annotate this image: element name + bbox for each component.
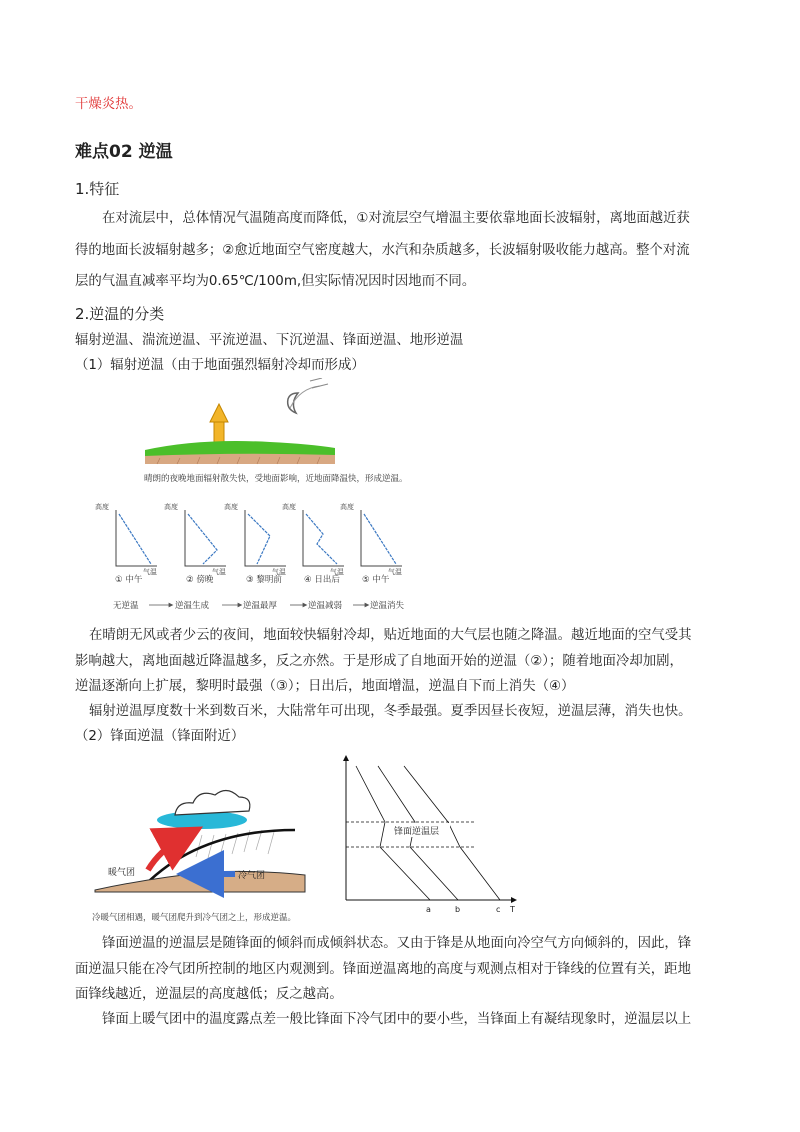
flow-stage-1: 无逆温 (113, 601, 139, 611)
features-line-1: 在对流层中，总体情况气温随高度而降低，①对流层空气增温主要依靠地面长波辐射，离地面越近获 (102, 211, 690, 226)
radiation-caption: 晴朗的夜晚地面辐射散失快，受地面影响，近地面降温快，形成逆温。 (144, 474, 408, 484)
radiation-illustration (140, 378, 350, 468)
panel-evening (185, 510, 226, 566)
cold-air-label: 冷气团 (238, 871, 266, 881)
panel-label-4: ④ 日出后 (304, 575, 340, 585)
intro-line: 干燥炎热。 (75, 97, 142, 112)
axis-height-label: 高度 (224, 503, 238, 511)
radiation-para-line-3: 逆温逐渐向上扩展，黎明时最强（③）；日出后，地面增温，逆温自下而上消失（④） (75, 679, 575, 694)
frontal-illustration (90, 760, 320, 910)
frontal-para-line-2: 面逆温只能在冷气团所控制的地区内观测到。锋面逆温离地的高度与观测点相对于锋线的位置有关，距地 (75, 962, 691, 977)
frontal-caption: 冷暖气团相遇，暖气团爬升到冷气团之上，形成逆温。 (92, 913, 297, 923)
heading-features: 1.特征 (75, 180, 120, 198)
heading-classification: 2.逆温的分类 (75, 305, 165, 323)
radiation-para-line-4: 辐射逆温厚度数十米到数百米，大陆常年可出现，冬季最强。夏季因昼长夜短，逆温层薄，消失也快。 (89, 704, 692, 719)
axis-temp-label: 气温 (330, 568, 344, 576)
axis-temp-label: 气温 (212, 568, 226, 576)
features-line-2: 得的地面长波辐射越多；②愈近地面空气密度越大，水汽和杂质越多，长波辐射吸收能力越高。整个对流 (75, 243, 690, 258)
panel-noon (116, 510, 157, 566)
features-line-3: 层的气温直减率平均为0.65℃/100m,但实际情况因时因地而不同。 (75, 274, 476, 289)
cloud-icon (157, 790, 250, 829)
radiation-para-line-1: 在晴朗无风或者少云的夜间，地面较快辐射冷却，贴近地面的大气层也随之降温。越近地面的空气受其 (89, 628, 692, 643)
axis-temp-label: 气温 (143, 568, 157, 576)
profile-label-c: c (496, 905, 501, 914)
axis-height-label: 高度 (95, 503, 109, 511)
panel-label-1: ① 中午 (115, 575, 143, 585)
radiation-para-line-2: 影响越大，离地面越近降温越多，反之亦然。于是形成了自地面开始的逆温（②）；随着地面冷却加剧， (75, 654, 683, 669)
flow-stage-3: 逆温最厚 (243, 601, 278, 611)
profile-label-b: b (455, 905, 461, 914)
sub-heading-frontal: （2）锋面逆温（锋面附近） (75, 729, 245, 744)
rain-lines (184, 830, 274, 858)
panel-label-5: ⑤ 中午 (362, 575, 390, 585)
panel-after-sunrise (303, 510, 344, 566)
axis-temp-label: 气温 (388, 568, 402, 576)
axis-temp-label: 气温 (272, 568, 286, 576)
profile-label-a: a (426, 905, 431, 914)
axis-height-label: 高度 (282, 503, 296, 511)
warm-air-label: 暖气团 (108, 868, 136, 878)
flow-stage-5: 逆温消失 (370, 601, 405, 611)
warm-air-arrow-icon (148, 838, 182, 870)
inversion-stage-panels (85, 500, 425, 618)
panel-noon-2 (361, 510, 402, 566)
axis-height-label: 高度 (164, 503, 178, 511)
panel-label-2: ② 傍晚 (186, 575, 214, 585)
sub-heading-radiation: （1）辐射逆温（由于地面强烈辐射冷却而形成） (75, 358, 365, 373)
axis-height-label: 高度 (340, 503, 354, 511)
flow-stage-2: 逆温生成 (175, 601, 210, 611)
inversion-layer-label: 锋面逆温层 (394, 827, 440, 837)
panel-label-3: ③ 黎明前 (246, 575, 282, 585)
flow-stage-4: 逆温减弱 (308, 601, 343, 611)
frontal-para-line-3: 面锋线越近，逆温层的高度越低；反之越高。 (75, 987, 343, 1002)
frontal-para-line-1: 锋面逆温的逆温层是随锋面的倾斜而成倾斜状态。又由于锋是从地面向冷空气方向倾斜的，因此，锋 (102, 936, 692, 951)
panel-predawn (245, 510, 286, 566)
section-title: 难点02 逆温 (75, 142, 173, 162)
frontal-para-line-4: 锋面上暖气团中的温度露点差一般比锋面下冷气团中的要小些，当锋面上有凝结现象时，逆温层以上 (102, 1012, 692, 1027)
frontal-inversion-profile (330, 752, 530, 922)
axis-t-label: T (510, 905, 515, 914)
moon-icon (288, 378, 328, 413)
soil-strip (145, 454, 335, 464)
types-line: 辐射逆温、湍流逆温、平流逆温、下沉逆温、锋面逆温、地形逆温 (75, 333, 464, 348)
